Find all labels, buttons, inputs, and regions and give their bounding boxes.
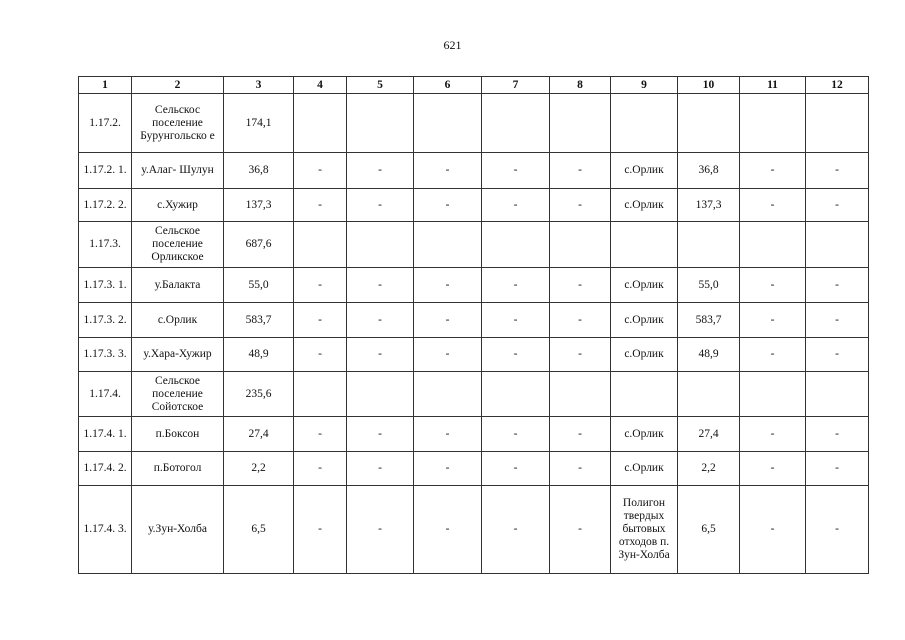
value-col3-cell: 583,7 (224, 303, 294, 338)
col6-cell: - (414, 189, 482, 222)
col6-cell: - (414, 417, 482, 452)
col11-cell: - (740, 417, 806, 452)
col6-cell: - (414, 486, 482, 574)
header-cell: 6 (414, 77, 482, 94)
location-col9-cell: Полигон твердых бытовых отходов п. Зун-Холба (611, 486, 678, 574)
header-cell: 12 (806, 77, 869, 94)
col7-cell: - (482, 452, 550, 486)
col6-cell: - (414, 153, 482, 189)
value-col3-cell: 2,2 (224, 452, 294, 486)
col7-cell: - (482, 303, 550, 338)
col5-cell: - (347, 303, 414, 338)
col5-cell: - (347, 338, 414, 372)
header-cell: 2 (132, 77, 224, 94)
col5-cell: - (347, 452, 414, 486)
col8-cell (550, 372, 611, 417)
value-col10-cell: 48,9 (678, 338, 740, 372)
col6-cell: - (414, 452, 482, 486)
settlement-name-cell: с.Орлик (132, 303, 224, 338)
location-col9-cell (611, 372, 678, 417)
value-col3-cell: 6,5 (224, 486, 294, 574)
col12-cell: - (806, 417, 869, 452)
col4-cell (294, 222, 347, 268)
table-row (79, 417, 869, 452)
col8-cell: - (550, 153, 611, 189)
row-code-cell: 1.17.4. (79, 372, 132, 417)
table-row (79, 94, 869, 153)
col4-cell: - (294, 338, 347, 372)
settlement-name-cell: п.Ботогол (132, 452, 224, 486)
col7-cell: - (482, 486, 550, 574)
table-row (79, 486, 869, 574)
settlement-name-cell: у.Алаг- Шулун (132, 153, 224, 189)
col4-cell: - (294, 452, 347, 486)
col8-cell: - (550, 338, 611, 372)
row-code-cell: 1.17.2. 1. (79, 153, 132, 189)
table-row (79, 452, 869, 486)
col8-cell: - (550, 417, 611, 452)
header-cell: 5 (347, 77, 414, 94)
col5-cell (347, 94, 414, 153)
header-cell: 11 (740, 77, 806, 94)
page-number: 621 (443, 38, 462, 52)
header-row (79, 77, 869, 94)
settlement-name-cell: у.Зун-Холба (132, 486, 224, 574)
col11-cell: - (740, 486, 806, 574)
col12-cell: - (806, 338, 869, 372)
data-table (78, 76, 869, 574)
col7-cell: - (482, 268, 550, 303)
col11-cell (740, 94, 806, 153)
table-row (79, 222, 869, 268)
settlement-name-cell: Сельское поселение Орликское (132, 222, 224, 268)
col8-cell: - (550, 268, 611, 303)
col5-cell (347, 372, 414, 417)
col7-cell (482, 372, 550, 417)
settlement-name-cell: Сельскос поселение Бурунгольско е (132, 94, 224, 153)
value-col3-cell: 36,8 (224, 153, 294, 189)
settlement-name-cell: у.Хара-Хужир (132, 338, 224, 372)
table-row (79, 338, 869, 372)
value-col10-cell (678, 372, 740, 417)
col11-cell: - (740, 153, 806, 189)
col4-cell (294, 94, 347, 153)
col7-cell (482, 222, 550, 268)
value-col10-cell: 6,5 (678, 486, 740, 574)
settlement-name-cell: п.Боксон (132, 417, 224, 452)
col7-cell: - (482, 417, 550, 452)
value-col10-cell (678, 94, 740, 153)
table-row (79, 268, 869, 303)
row-code-cell: 1.17.3. 1. (79, 268, 132, 303)
value-col10-cell (678, 222, 740, 268)
location-col9-cell (611, 222, 678, 268)
col5-cell: - (347, 189, 414, 222)
value-col3-cell: 55,0 (224, 268, 294, 303)
row-code-cell: 1.17.2. 2. (79, 189, 132, 222)
col5-cell (347, 222, 414, 268)
col12-cell: - (806, 303, 869, 338)
col8-cell: - (550, 486, 611, 574)
col4-cell: - (294, 486, 347, 574)
header-cell: 1 (79, 77, 132, 94)
col4-cell: - (294, 417, 347, 452)
col4-cell: - (294, 189, 347, 222)
col12-cell: - (806, 268, 869, 303)
col11-cell: - (740, 268, 806, 303)
header-cell: 7 (482, 77, 550, 94)
col4-cell (294, 372, 347, 417)
row-code-cell: 1.17.4. 1. (79, 417, 132, 452)
col8-cell: - (550, 303, 611, 338)
header-cell: 4 (294, 77, 347, 94)
value-col10-cell: 36,8 (678, 153, 740, 189)
col11-cell: - (740, 338, 806, 372)
settlement-name-cell: у.Балакта (132, 268, 224, 303)
col5-cell: - (347, 486, 414, 574)
col11-cell (740, 222, 806, 268)
location-col9-cell: с.Орлик (611, 338, 678, 372)
header-cell: 3 (224, 77, 294, 94)
value-col3-cell: 174,1 (224, 94, 294, 153)
col12-cell (806, 372, 869, 417)
col6-cell: - (414, 338, 482, 372)
col5-cell: - (347, 417, 414, 452)
row-code-cell: 1.17.3. 2. (79, 303, 132, 338)
location-col9-cell: с.Орлик (611, 452, 678, 486)
col12-cell: - (806, 153, 869, 189)
location-col9-cell: с.Орлик (611, 303, 678, 338)
location-col9-cell: с.Орлик (611, 189, 678, 222)
col6-cell: - (414, 268, 482, 303)
col8-cell: - (550, 452, 611, 486)
table-row (79, 153, 869, 189)
col4-cell: - (294, 268, 347, 303)
col8-cell: - (550, 189, 611, 222)
table-row (79, 303, 869, 338)
value-col10-cell: 137,3 (678, 189, 740, 222)
location-col9-cell (611, 94, 678, 153)
header-cell: 9 (611, 77, 678, 94)
col11-cell: - (740, 452, 806, 486)
row-code-cell: 1.17.3. 3. (79, 338, 132, 372)
col6-cell (414, 372, 482, 417)
col6-cell (414, 222, 482, 268)
col11-cell: - (740, 303, 806, 338)
value-col10-cell: 55,0 (678, 268, 740, 303)
col11-cell: - (740, 189, 806, 222)
col7-cell: - (482, 189, 550, 222)
col7-cell: - (482, 338, 550, 372)
value-col3-cell: 235,6 (224, 372, 294, 417)
col5-cell: - (347, 153, 414, 189)
value-col10-cell: 2,2 (678, 452, 740, 486)
value-col3-cell: 48,9 (224, 338, 294, 372)
col12-cell: - (806, 486, 869, 574)
value-col3-cell: 687,6 (224, 222, 294, 268)
location-col9-cell: с.Орлик (611, 153, 678, 189)
col11-cell (740, 372, 806, 417)
row-code-cell: 1.17.4. 3. (79, 486, 132, 574)
settlement-name-cell: с.Хужир (132, 189, 224, 222)
row-code-cell: 1.17.4. 2. (79, 452, 132, 486)
row-code-cell: 1.17.3. (79, 222, 132, 268)
col6-cell: - (414, 303, 482, 338)
col4-cell: - (294, 303, 347, 338)
col12-cell: - (806, 452, 869, 486)
location-col9-cell: с.Орлик (611, 268, 678, 303)
settlement-name-cell: Сельское поселение Сойотское (132, 372, 224, 417)
header-cell: 8 (550, 77, 611, 94)
col12-cell (806, 94, 869, 153)
value-col10-cell: 27,4 (678, 417, 740, 452)
col8-cell (550, 94, 611, 153)
value-col3-cell: 27,4 (224, 417, 294, 452)
table-row (79, 189, 869, 222)
table-row (79, 372, 869, 417)
header-cell: 10 (678, 77, 740, 94)
col12-cell (806, 222, 869, 268)
col7-cell (482, 94, 550, 153)
col5-cell: - (347, 268, 414, 303)
col12-cell: - (806, 189, 869, 222)
col4-cell: - (294, 153, 347, 189)
col8-cell (550, 222, 611, 268)
col6-cell (414, 94, 482, 153)
row-code-cell: 1.17.2. (79, 94, 132, 153)
col7-cell: - (482, 153, 550, 189)
value-col3-cell: 137,3 (224, 189, 294, 222)
value-col10-cell: 583,7 (678, 303, 740, 338)
location-col9-cell: с.Орлик (611, 417, 678, 452)
